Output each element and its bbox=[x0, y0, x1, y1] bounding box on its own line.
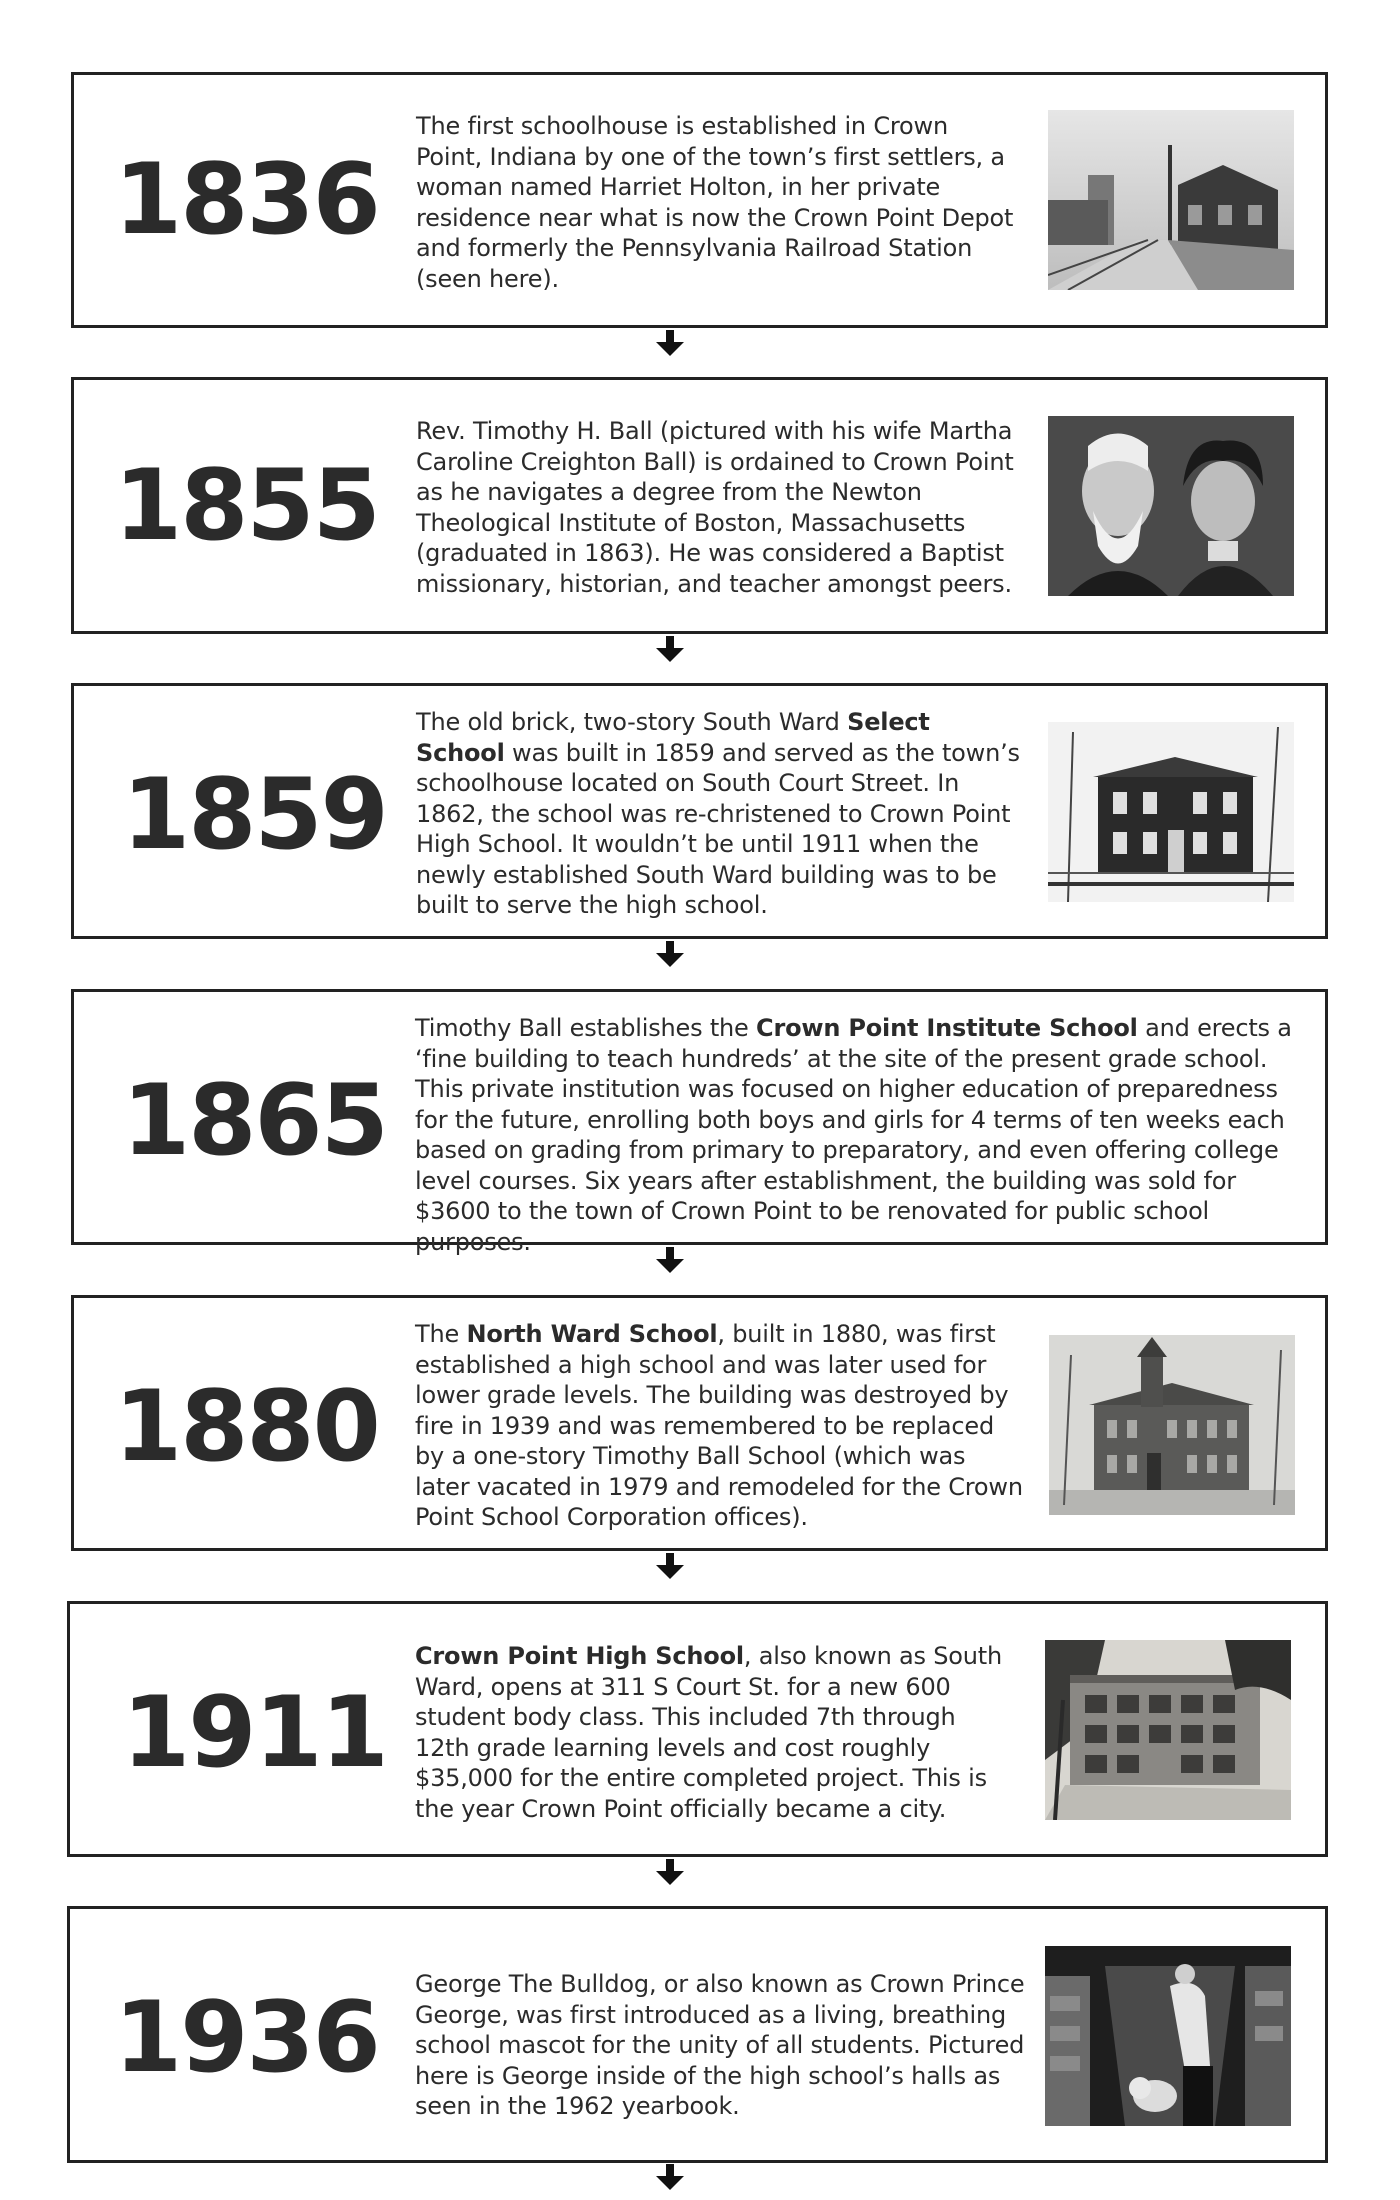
entry-text: Timothy Ball establishes the Crown Point Institute School and erects a ‘fine building to teach hundreds’ at the site of the present grade school. This private institution was focused on higher education of preparedness for the future, enrolling both boys and girls for 4 terms of ten weeks each based on grading from primary to preparatory, and even offering college level courses. Six years after establishment, the building was sold for $3600 to the town of Crown Point to be renovated for public school purposes. bbox=[415, 1014, 1292, 1256]
year-label: 1859 bbox=[122, 758, 387, 872]
year-label: 1865 bbox=[122, 1064, 387, 1178]
entry-text: Crown Point High School, also known as South Ward, opens at 311 S Court St. for a new 600 student body class. This included 7th through 12th grade learning levels and cost roughly $35,000 for the entire completed project. This is the year Crown Point officially became a city. bbox=[415, 1642, 1003, 1823]
timeline-card-1865 bbox=[71, 989, 1328, 1256]
year-label: 1855 bbox=[114, 449, 379, 563]
timeline-card-1836 bbox=[71, 72, 1328, 328]
timeline-card-1880 bbox=[71, 1295, 1328, 1551]
brick-schoolhouse-photo bbox=[1048, 722, 1294, 902]
year-label: 1936 bbox=[114, 1981, 379, 2095]
entry-text: Rev. Timothy H. Ball (pictured with his wife Martha Caroline Creighton Ball) is ordained to Crown Point as he navigates a degree from the Newton Theological Institute of Boston, Massachusetts (graduated in 1863). He was considered a Baptist missionary, historian, and teacher amongst peers. bbox=[416, 417, 1014, 598]
timeline-card-1911 bbox=[67, 1601, 1328, 1857]
bulldog-mascot-photo bbox=[1045, 1946, 1291, 2126]
railroad-station-photo bbox=[1048, 110, 1294, 290]
timeline-card-1859 bbox=[71, 683, 1328, 939]
entry-text: The old brick, two-story South Ward Select School was built in 1859 and served as the town’s schoolhouse located on South Court Street. In 1862, the school was re-christened to Crown Point High School. It wouldn’t be until 1911 when the newly established South Ward building was to be built to serve the high school. bbox=[416, 708, 1020, 919]
timeline-card-1936 bbox=[67, 1906, 1328, 2163]
north-ward-school-photo bbox=[1049, 1335, 1295, 1515]
year-label: 1836 bbox=[114, 143, 379, 257]
entry-text: The North Ward School, built in 1880, was first established a high school and was later used for lower grade levels. The building was destroyed by fire in 1939 and was remembered to be replaced by a one-story Timothy Ball School (which was later vacated in 1979 and remodeled for the Crown Point School Corporation offices). bbox=[415, 1320, 1023, 1531]
couple-portrait-photo bbox=[1048, 416, 1294, 596]
year-label: 1911 bbox=[122, 1676, 387, 1790]
year-label: 1880 bbox=[114, 1370, 379, 1484]
high-school-building-photo bbox=[1045, 1640, 1291, 1820]
entry-text: The first schoolhouse is established in Crown Point, Indiana by one of the town’s first settlers, a woman named Harriet Holton, in her private residence near what is now the Crown Point Depot and formerly the Pennsylvania Railroad Station (seen here). bbox=[416, 112, 1014, 293]
entry-text: George The Bulldog, or also known as Crown Prince George, was first introduced as a living, breathing school mascot for the unity of all students. Pictured here is George inside of the high school’s halls as seen in the 1962 yearbook. bbox=[415, 1970, 1025, 2120]
timeline-card-1855 bbox=[71, 377, 1328, 634]
